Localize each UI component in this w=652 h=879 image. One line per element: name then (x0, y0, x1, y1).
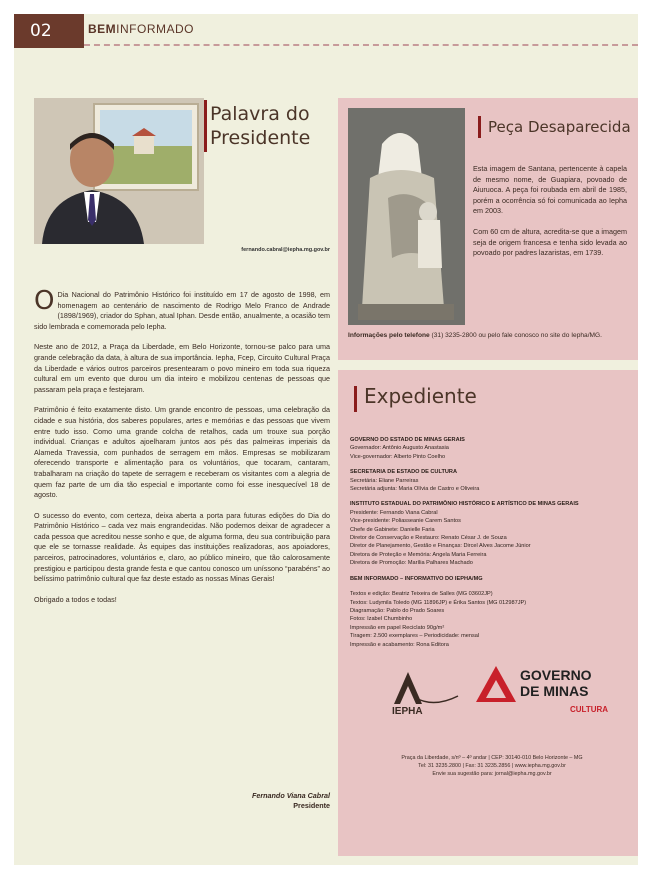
newsletter-brand (88, 22, 194, 36)
page-number: 02 (14, 14, 84, 48)
signature-role: Presidente (293, 801, 330, 810)
article-paragraph: Obrigado a todos e todas! (34, 594, 117, 604)
expediente-heading-bar (354, 386, 357, 412)
credits-group: BEM INFORMADO – INFORMATIVO DO IEPHA/MG (350, 575, 483, 582)
president-title-line2: Presidente (210, 127, 311, 149)
missing-piece-box (338, 98, 638, 360)
credits-group: INSTITUTO ESTADUAL DO PATRIMÔNIO HISTÓRICO E ARTÍSTICO DE MINAS GERAIS Presidente: Fernando Viana Cabral Vice-presidente: Poliasseanie Carem Santos Chefe de Gabinete: Danielle Faria Diretor de Conservação e Restauro: Renato César J. de Souza Diretor de Planejamento, Gestão e Finanças: Dircel Alves Jacome Júnior Diretora de Proteção e Memória: Angela Maria Ferreira Diretora de Promoção: Marília Palhares Machado (350, 501, 579, 567)
peca-paragraph: Com 60 cm de altura, acredita-se que a imagem seja de origem francesa e tenha sido levada ao povoado por padres lazaristas, em 1739. (473, 226, 627, 258)
gov-logo-line2: DE MINAS (520, 683, 589, 699)
president-heading-bar (204, 100, 207, 152)
santana-statue-image (348, 108, 465, 325)
signature-name: Fernando Viana Cabral (251, 791, 330, 800)
gov-logo-line1: GOVERNO (520, 667, 592, 683)
credits-group: SECRETARIA DE ESTADO DE CULTURA Secretária: Eliane Parreiras Secretária adjunta: Maria Olívia de Castro e Oliveira (350, 469, 480, 493)
article-paragraph: Patrimônio é feito exatamente disto. Um grande encontro de pessoas, uma celebração da cidade e sua história, dos saberes populares, artes e memórias e das pessoas que vivem entre tudo isso. Como uma grande colcha de retalhos, cada um trouxe sua porção individual. Crianças e adultos ajoelharam juntos aos pés das palmeiras imperiais da Alameda Travessia, com punhados de serragem em mãos. Empresas se mobilizaram oferecendo transporte e alimentação para os voluntários, que tocaram, cantaram, trabalharam na criação do tapete de serragem e receberam os visitantes com a alegria de quem faz parte de um dia tão especial e importante como foi esse inesquecível 18 de agosto. (34, 405, 330, 500)
missing-piece-photo (348, 108, 465, 325)
article-paragraph: O Dia Nacional do Patrimônio Histórico foi instituído em 17 de agosto de 1998, em homenagem ao centenário de nascimento de Rodrigo Melo Franco de Andrade (1898/1969), criador do Sphan, atual Iphan. Desde então, anualmente, a ocasião tem sido lembrada e comemorada pelo Iepha. (34, 286, 330, 331)
page (14, 14, 638, 865)
president-article (34, 286, 330, 615)
brand-rest: INFORMADO (116, 22, 195, 36)
footer-phone: Tel: 31 3235.2800 | Fax: 31 3235.2856 | www.iepha.mg.gov.br (418, 763, 566, 769)
article-paragraph: Neste ano de 2012, a Praça da Liberdade, em Belo Horizonte, tornou-se palco para uma grande celebração da data, à altura de sua importância. Iepha, Fcep, Circuito Cultural Praça da Liberdade e vários outros parceiros presentearam o povo mineiro em toda sua riqueza cultural em um evento que durou um dia inteiro e mobilizou centenas de pessoas que passaram pela praça e festejaram. (34, 342, 330, 394)
credits-group: Textos e edição: Beatriz Teixeira de Salles (MG 03602JP) Textos: Ludymila Toledo (MG 11896JP) e Érika Santos (MG 012987JP) Diagramação: Pablo do Prado Soares Fotos: Izabel Chumbinho Impressão em papel Reciclato 90g/m² Tiragem: 2.500 exemplares – Periodicidade: mensal Impressão e acabamento: Rona Editora (350, 591, 527, 648)
president-title-line1: Palavra do (210, 103, 310, 125)
president-title (210, 102, 310, 150)
governo-minas-logo (474, 662, 614, 720)
expediente-footer (350, 754, 634, 778)
peca-heading-bar (478, 116, 481, 138)
brand-bold: BEM (88, 22, 117, 36)
expediente-box (338, 370, 638, 856)
gov-logo-line3: CULTURA (570, 705, 609, 714)
iepha-logo-text: IEPHA (392, 706, 423, 717)
footer-address: Praça da Liberdade, s/nº – 4º andar | CEP: 30140-010 Belo Horizonte – MG (401, 755, 583, 761)
expediente-credits (350, 436, 634, 656)
missing-piece-title: Peça Desaparecida (488, 118, 631, 136)
president-photo (34, 98, 204, 244)
logos (386, 662, 636, 722)
signature (174, 791, 330, 811)
article-paragraph: O sucesso do evento, com certeza, deixa aberta a porta para futuras edições do Dia do Patrimônio Histórico – cada vez mais engrandecidas. Não podemos deixar de agradecer a cada pessoa que acreditou nesse sonho e que, de alguma forma, deu sua contribuição para que ele se tornasse realidade. Às equipes das instituições realizadoras, aos apoiadores, parceiros, patrocinadores, voluntários e, claro, ao público mineiro, que tão calorosamente prestigiou e participou desta grande festa e que cantou conosco um uníssono “parabéns” ao belíssimo patrimônio cultural que faz deste estado as nossas Minas Gerais! (34, 510, 330, 584)
header-divider (84, 44, 638, 46)
missing-piece-text (473, 164, 627, 269)
president-email: fernando.cabral@iepha.mg.gov.br (241, 247, 330, 253)
footer-email: Envie sua sugestão para: jornal@iepha.mg.gov.br (432, 771, 552, 777)
credits-group: GOVERNO DO ESTADO DE MINAS GERAIS Governador: Antônio Augusto Anastasia Vice-governador: Alberto Pinto Coelho (350, 437, 465, 460)
expediente-title: Expediente (364, 384, 477, 408)
peca-paragraph: Esta imagem de Santana, pertencente à capela de mesmo nome, de Guapiara, povoado de Aiuruoca. A peça foi roubada em abril de 1985, porém a ocorrência só foi comunicada ao Iepha em 2003. (473, 164, 627, 216)
president-photo-image (34, 98, 204, 244)
dropcap: O (34, 286, 55, 316)
iepha-logo (386, 668, 466, 718)
missing-piece-contact: Informações pelo telefone (31) 3235-2800 ou pelo fale conosco no site do Iepha/MG. (348, 332, 603, 339)
